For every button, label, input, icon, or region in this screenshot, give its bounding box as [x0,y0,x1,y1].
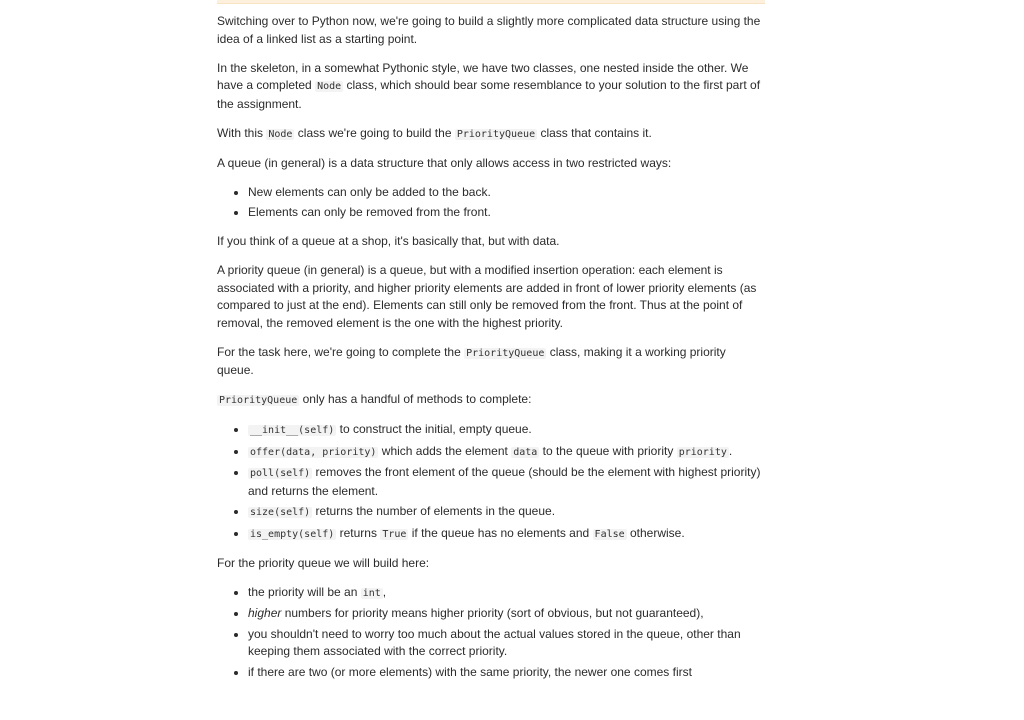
method-item-is-empty: • is_empty(self) returns True if the queue has no elements and False otherwise. [248,525,765,544]
true-code: True [382,528,407,540]
intro-paragraph: Switching over to Python now, we're going to build a slightly more complicated data structure using the idea of a linked list as a starting point. [217,14,761,46]
build-rules-list [217,584,765,682]
priority-queue-paragraph: A priority queue (in general) is a queue, but with a modified insertion operation: each element is associated with a priority, and higher priority elements are added in front of lower priority elements (as compared to just at the end). Elements can still only be removed from the front. Thus at the point of removal, the removed element is the one with the highest priority. [217,263,757,330]
method-item-offer: • offer(data, priority) which adds the element data to the queue with priority priority . [248,443,765,462]
method-item-poll: • poll(self) removes the front element of the queue (should be the element with highest priority) and returns the element. [248,464,765,500]
list-item: • New elements can only be added to the back. [248,184,765,202]
shop-paragraph: If you think of a queue at a shop, it's basically that, but with data. [217,234,560,248]
method-code: __init__(self) [250,425,335,436]
data-code: data [513,446,538,458]
queue-rules-list [217,184,765,222]
false-code: False [594,528,625,540]
method-code: is_empty(self) [250,528,335,540]
queue-definition-paragraph: A queue (in general) is a data structure that only allows access in two restricted ways: [217,155,672,170]
node-code: Node [268,128,293,140]
method-item-init: • __init__(self) to construct the initial, empty queue. [248,421,765,440]
assignment-text [217,13,765,693]
task-paragraph: For the task here, we're going to complete the PriorityQueue class, making it a working priority queue. [217,344,726,377]
priorityqueue-code: PriorityQueue [219,395,298,406]
priority-code: priority [678,446,727,458]
list-item: • if there are two (or more elements) with the same priority, the newer one comes first [248,664,765,682]
skeleton-paragraph: In the skeleton, in a somewhat Pythonic style, we have two classes, one nested inside the other. We have a completed Node class, which should bear some resemblance to your solution to the first part of the assignment. [217,60,761,111]
top-divider [217,0,765,4]
priorityqueue-code: PriorityQueue [466,347,545,359]
method-item-size: • size(self) returns the number of elements in the queue. [248,503,765,522]
build-intro-paragraph: For the priority queue we will build here: [217,555,430,570]
node-class-paragraph: With this Node class we're going to build the PriorityQueue class that contains it. [217,125,652,140]
list-item: • the priority will be an int , [248,584,765,603]
node-code: Node [317,81,342,92]
method-code: offer(data, priority) [250,446,377,458]
list-item: • Elements can only be removed from the front. [248,204,765,222]
priorityqueue-code: PriorityQueue [456,128,536,140]
methods-intro-paragraph: PriorityQueue only has a handful of methods to complete: [219,392,532,406]
method-code: poll(self) [250,468,311,479]
int-code: int [362,587,381,599]
list-item: • you shouldn't need to worry too much about the actual values stored in the queue, other than keeping them associated with the correct priority. [248,626,765,661]
methods-list [217,421,765,543]
list-item: • higher numbers for priority means higher priority (sort of obvious, but not guaranteed), [248,605,765,623]
method-code: size(self) [250,507,311,518]
